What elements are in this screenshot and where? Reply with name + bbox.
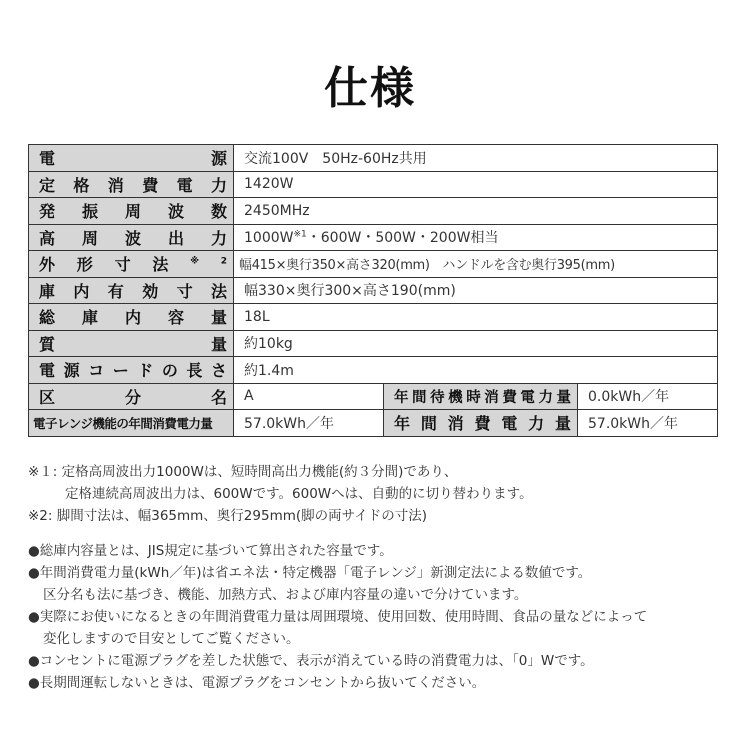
footnotes [28, 461, 533, 527]
spec-label: 区分名 [29, 383, 234, 410]
spec-label: 年間消費電力量 [384, 410, 578, 437]
spec-value: A [234, 383, 384, 410]
spec-label: 電源 [29, 145, 234, 172]
spec-label: 庫内有効寸法 [29, 277, 234, 304]
spec-label: 高周波出力 [29, 224, 234, 251]
footnote: ※１: 定格高周波出力1000Wは、短時間高出力機能(約３分間)であり、 [28, 464, 458, 480]
spec-label: 電子レンジ機能の年間消費電力量 [29, 410, 234, 437]
footnote-ref: ※2 [190, 256, 227, 267]
spec-value: 約1.4m [234, 357, 718, 384]
dimensions-label: 外形寸法 [39, 255, 191, 275]
spec-value: 交流100V 50Hz-60Hz共用 [234, 145, 718, 172]
spec-row-frequency [29, 198, 718, 225]
spec-row-output [29, 224, 718, 251]
note-item: ●コンセントに電源プラグを差した状態で、表示が消えている時の消費電力は、「0」Wです。 [28, 653, 594, 669]
note-item: ●総庫内容量とは、JIS規定に基づいて算出された容量です。 [28, 543, 393, 559]
footnote: ※2: 脚間寸法は、幅365mm、奥行295mm(脚の両サイドの寸法) [28, 508, 427, 524]
spec-row-annual-energy [29, 410, 718, 437]
output-value-rest: ・600W・500W・200W相当 [306, 230, 499, 247]
spec-value: 幅415×奥行350×高さ320(mm) ハンドルを含む奥行395(mm) [234, 251, 718, 278]
spec-row-cord-length [29, 357, 718, 384]
spec-row-rated-power [29, 171, 718, 198]
spec-label [29, 251, 234, 278]
note-item: ●長期間運転しないときは、電源プラグをコンセントから抜いてください。 [28, 675, 486, 691]
spec-row-category [29, 383, 718, 410]
note-item-continued: 変化しますので目安としてご覧ください。 [43, 631, 300, 647]
page-title: 仕様 [324, 63, 416, 114]
spec-row-dimensions [29, 251, 718, 278]
note-item: ●年間消費電力量(kWh／年)は省エネ法・特定機器「電子レンジ」新測定法による数値です。 [28, 565, 592, 581]
spec-label: 電源コードの長さ [29, 357, 234, 384]
spec-row-interior-dimensions [29, 277, 718, 304]
spec-label: 発振周波数 [29, 198, 234, 225]
spec-value: 1420W [234, 171, 718, 198]
output-value-main: 1000W [244, 230, 294, 247]
spec-row-power-source [29, 145, 718, 172]
spec-label: 総庫内容量 [29, 304, 234, 331]
spec-value [234, 224, 718, 251]
spec-value: 57.0kWh／年 [234, 410, 384, 437]
spec-value: 幅330×奥行300×高さ190(mm) [234, 277, 718, 304]
spec-table [28, 144, 718, 437]
spec-label: 年間待機時消費電力量 [384, 383, 578, 410]
note-item: ●実際にお使いになるときの年間消費電力量は周囲環境、使用回数、使用時間、食品の量などによって [28, 609, 648, 625]
spec-label: 定格消費電力 [29, 171, 234, 198]
notes-list [28, 540, 647, 694]
spec-row-capacity [29, 304, 718, 331]
spec-value: 約10kg [234, 330, 718, 357]
footnote-ref: ※1 [293, 229, 307, 240]
spec-value: 57.0kWh／年 [578, 410, 718, 437]
note-item-continued: 区分名も法に基づき、機能、加熱方式、および庫内容量の違いで分けています。 [43, 587, 528, 603]
spec-label: 質量 [29, 330, 234, 357]
spec-value: 0.0kWh／年 [578, 383, 718, 410]
footnote-continued: 定格連続高周波出力は、600Wです。600Wへは、自動的に切り替わります。 [65, 486, 533, 502]
spec-value: 2450MHz [234, 198, 718, 225]
spec-row-mass [29, 330, 718, 357]
spec-value: 18L [234, 304, 718, 331]
